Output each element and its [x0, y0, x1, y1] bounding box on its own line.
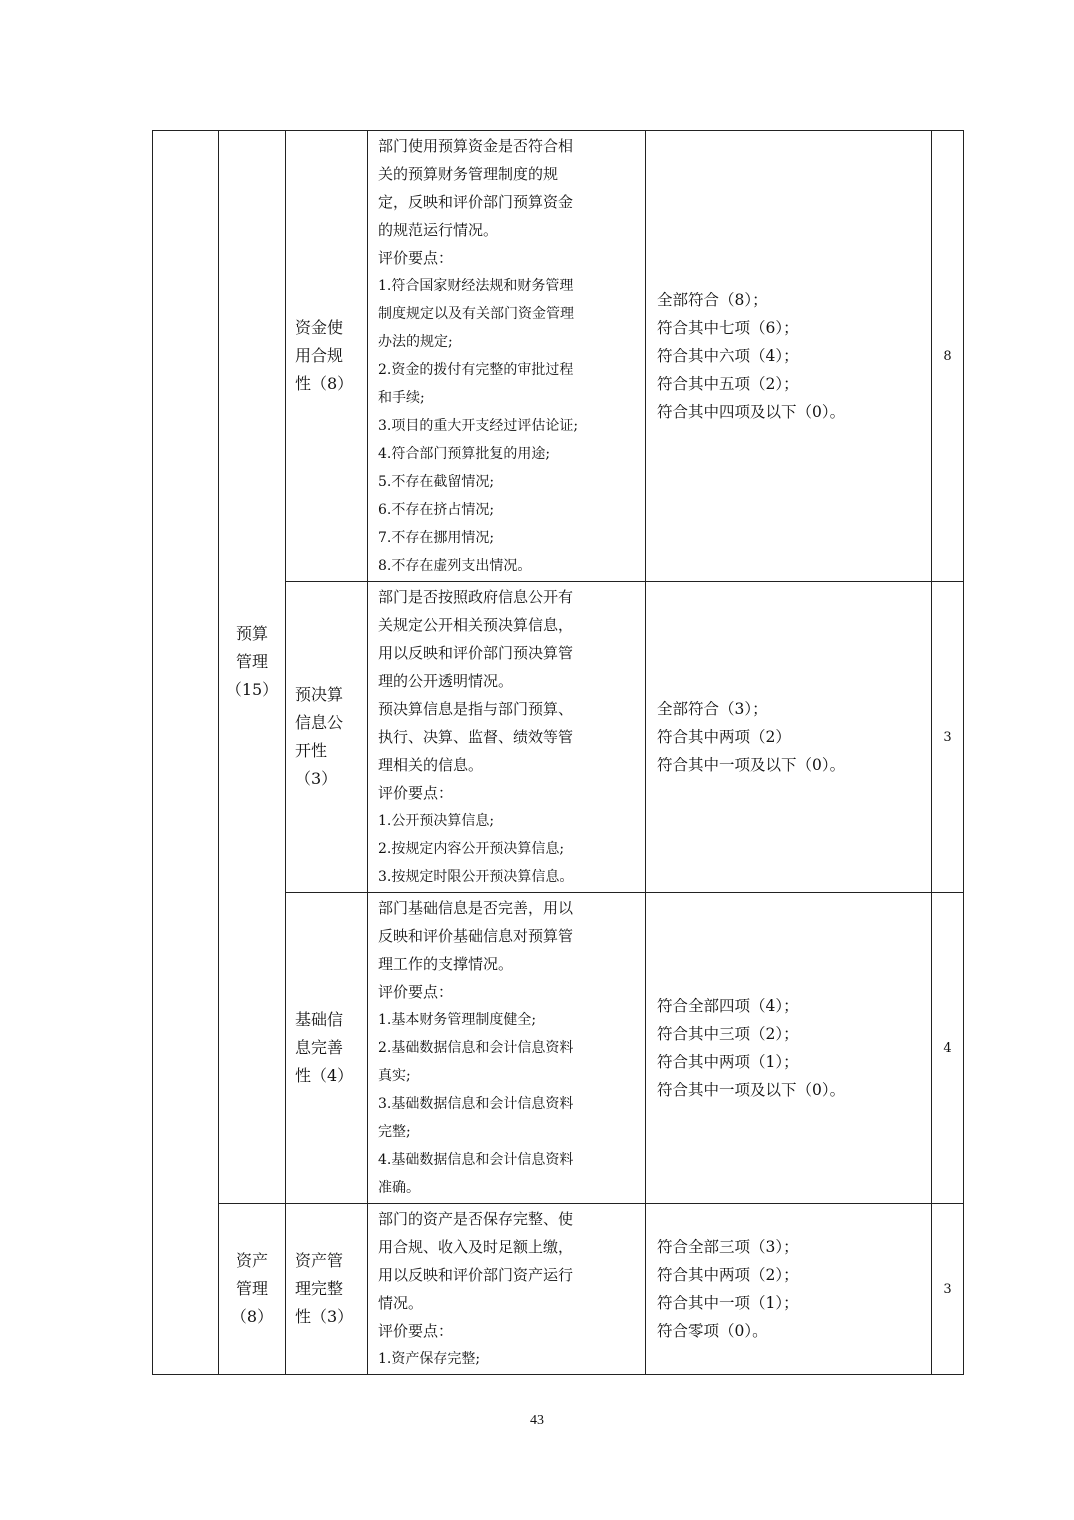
description-line: 关的预算财务管理制度的规 — [378, 165, 559, 183]
scoring-cell — [646, 131, 932, 582]
description-line: 的规范运行情况。 — [378, 221, 499, 239]
indicator-line: （3） — [295, 769, 338, 788]
indicator-line: 开性 — [295, 741, 328, 760]
indicator-cell — [286, 893, 368, 1204]
scoring-line: 符合其中一项及以下（0）。 — [657, 1081, 846, 1099]
indicator-line: 性（4） — [295, 1066, 354, 1085]
indicator-line: 理完整 — [295, 1279, 344, 1298]
category-cell — [219, 1204, 286, 1375]
description-line: 8.不存在虚列支出情况。 — [378, 558, 532, 574]
description-line: 2.按规定内容公开预决算信息; — [378, 841, 565, 857]
score-value: 3 — [943, 729, 952, 745]
scoring-line: 符合其中两项（2）； — [657, 1266, 799, 1284]
description-line: 部门基础信息是否完善，用以 — [378, 899, 574, 917]
table-row — [153, 1204, 964, 1375]
scoring-line: 全部符合（3）； — [657, 700, 768, 718]
description-line: 情况。 — [378, 1294, 424, 1312]
score-cell — [932, 582, 964, 893]
description-cell — [368, 1204, 646, 1375]
scoring-line: 符合其中七项（6）； — [657, 319, 799, 337]
description-line: 完整; — [378, 1124, 411, 1140]
indicator-line: 性（8） — [295, 374, 354, 393]
indicator-line: 性（3） — [295, 1307, 354, 1326]
scoring-line: 符合其中四项及以下（0）。 — [657, 403, 846, 421]
table-row — [153, 131, 964, 582]
description-line: 用合规、收入及时足额上缴， — [378, 1238, 574, 1256]
category-line: 预算 — [235, 623, 268, 643]
description-line: 部门使用预算资金是否符合相 — [378, 137, 574, 155]
description-line: 制度规定以及有关部门资金管理 — [378, 306, 574, 322]
indicator-line: 用合规 — [295, 346, 344, 365]
indicator-line: 基础信 — [295, 1010, 344, 1029]
description-line: 用以反映和评价部门资产运行 — [378, 1266, 574, 1284]
scoring-line: 符合其中六项（4）； — [657, 347, 799, 365]
description-line: 评价要点： — [378, 983, 454, 1001]
indicator-cell — [286, 582, 368, 893]
evaluation-table — [152, 130, 964, 1375]
description-line: 3.基础数据信息和会计信息资料 — [378, 1096, 574, 1112]
description-line: 用以反映和评价部门预决算管 — [378, 644, 574, 662]
description-line: 评价要点： — [378, 249, 454, 267]
description-line: 7.不存在挪用情况; — [378, 530, 495, 546]
scoring-line: 符合其中两项（1）； — [657, 1053, 799, 1071]
scoring-cell — [646, 1204, 932, 1375]
scoring-line: 符合零项（0）。 — [657, 1322, 768, 1340]
scoring-line: 符合其中一项及以下（0）。 — [657, 756, 846, 774]
category-line: （8） — [230, 1307, 274, 1326]
scoring-line: 全部符合（8）； — [657, 291, 768, 309]
description-line: 4.符合部门预算批复的用途; — [378, 446, 551, 462]
score-value: 8 — [943, 348, 952, 364]
description-line: 准确。 — [378, 1180, 420, 1196]
scoring-line: 符合全部四项（4）； — [657, 997, 799, 1015]
score-cell — [932, 1204, 964, 1375]
description-cell — [368, 582, 646, 893]
description-line: 评价要点： — [378, 1322, 454, 1340]
description-line: 2.基础数据信息和会计信息资料 — [378, 1040, 574, 1056]
description-line: 1.公开预决算信息; — [378, 813, 495, 829]
score-value: 3 — [943, 1281, 952, 1297]
description-line: 6.不存在挤占情况; — [378, 502, 495, 518]
scoring-line: 符合其中两项（2） — [657, 728, 791, 746]
description-line: 办法的规定; — [378, 334, 453, 350]
page-number: 43 — [530, 1413, 544, 1428]
scoring-line: 符合其中一项（1）； — [657, 1294, 799, 1312]
description-cell — [368, 893, 646, 1204]
indicator-line: 资产管 — [295, 1251, 344, 1270]
score-value: 4 — [943, 1040, 952, 1056]
table-row — [153, 582, 964, 893]
description-line: 3.项目的重大开支经过评估论证; — [378, 418, 579, 434]
score-cell — [932, 893, 964, 1204]
scoring-line: 符合其中五项（2）； — [657, 375, 799, 393]
category-line: （15） — [225, 679, 279, 699]
indicator-line: 资金使 — [295, 318, 344, 337]
category-line: 管理 — [235, 651, 268, 671]
description-cell — [368, 131, 646, 582]
scoring-line: 符合全部三项（3）； — [657, 1238, 799, 1256]
description-line: 1.资产保存完整; — [378, 1351, 481, 1367]
description-line: 理工作的支撑情况。 — [378, 955, 514, 973]
category-line: 管理 — [235, 1279, 268, 1298]
description-line: 理相关的信息。 — [378, 756, 484, 774]
description-line: 理的公开透明情况。 — [378, 672, 514, 690]
category-cell — [219, 131, 286, 582]
description-line: 反映和评价基础信息对预算管 — [378, 927, 574, 945]
indicator-line: 信息公 — [295, 713, 344, 732]
description-line: 1.符合国家财经法规和财务管理 — [378, 278, 574, 294]
scoring-cell — [646, 893, 932, 1204]
description-line: 预决算信息是指与部门预算、 — [378, 700, 574, 718]
indicator-cell — [286, 131, 368, 582]
description-line: 评价要点： — [378, 784, 454, 802]
indicator-line: 预决算 — [295, 685, 344, 704]
indicator-line: 息完善 — [295, 1038, 344, 1057]
description-line: 执行、决算、监督、绩效等管 — [378, 728, 574, 746]
description-line: 定，反映和评价部门预算资金 — [378, 193, 574, 211]
description-line: 3.按规定时限公开预决算信息。 — [378, 869, 574, 885]
description-line: 和手续; — [378, 390, 425, 406]
description-line: 部门的资产是否保存完整、使 — [378, 1210, 574, 1228]
category-line: 资产 — [235, 1251, 268, 1270]
description-line: 4.基础数据信息和会计信息资料 — [378, 1152, 574, 1168]
description-line: 真实; — [378, 1068, 411, 1084]
description-line: 2.资金的拨付有完整的审批过程 — [378, 362, 574, 378]
description-line: 部门是否按照政府信息公开有 — [378, 588, 574, 606]
indicator-cell — [286, 1204, 368, 1375]
description-line: 5.不存在截留情况; — [378, 474, 495, 490]
description-line: 关规定公开相关预决算信息， — [378, 616, 574, 634]
description-line: 1.基本财务管理制度健全; — [378, 1012, 537, 1028]
score-cell — [932, 131, 964, 582]
scoring-line: 符合其中三项（2）； — [657, 1025, 799, 1043]
category-cell — [219, 582, 286, 1204]
scoring-cell — [646, 582, 932, 893]
level1-cell — [153, 131, 219, 1375]
